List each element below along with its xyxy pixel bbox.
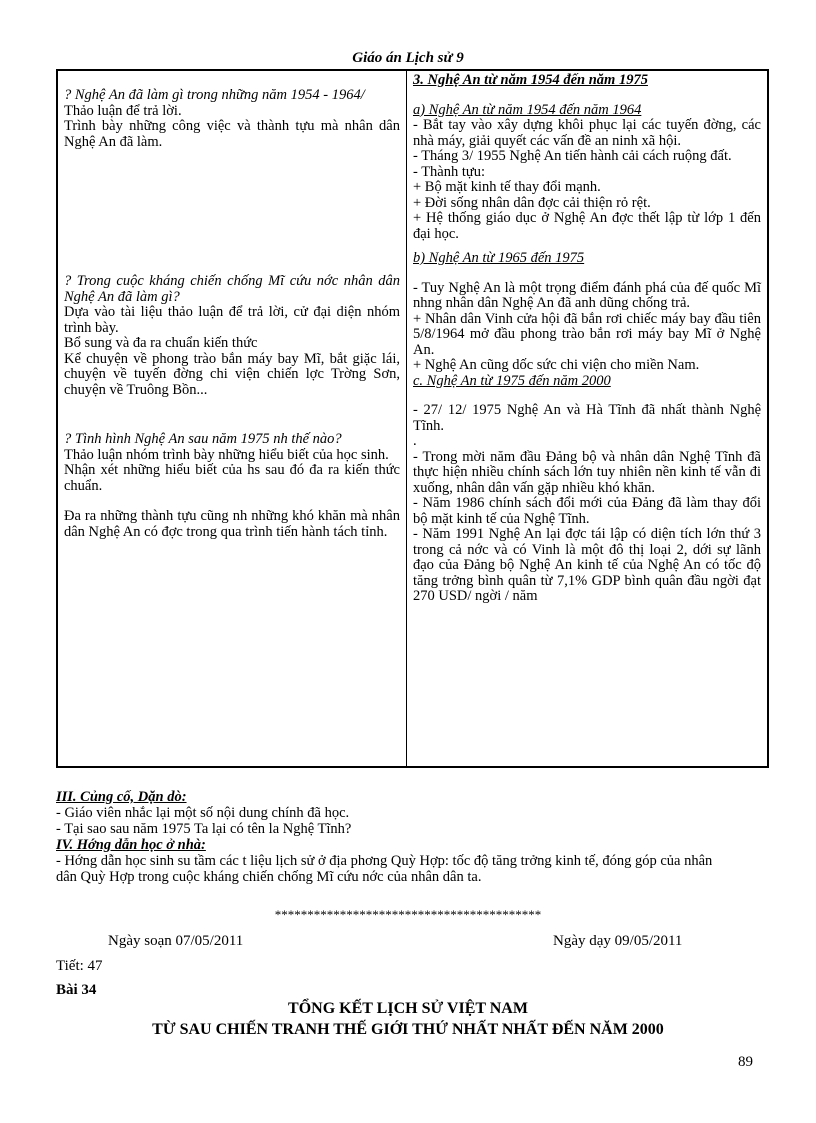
separator: *****************************************	[274, 907, 542, 922]
left-text: Dựa vào tài liệu thảo luận để trả lời, cử đại diện nhóm trình bày.	[64, 304, 400, 336]
right-text: .	[413, 433, 417, 449]
review-heading: III. Củng cố, Dặn dò:	[56, 789, 187, 805]
teacher-activities-column	[58, 71, 407, 766]
homework-heading: IV. Hớng dẫn học ở nhà:	[56, 837, 206, 853]
right-text: - 27/ 12/ 1975 Nghệ An và Hà Tĩnh đã nhất thành Nghệ Tĩnh.	[413, 402, 761, 434]
right-text: - Thành tựu:	[413, 163, 486, 180]
page-number: 89	[738, 1054, 753, 1070]
review-line: - Giáo viên nhắc lại một số nội dung chính đã học.	[56, 805, 350, 821]
right-text: - Năm 1986 chính sách đổi mới của Đảng đã làm thay đổi bộ mặt kinh tế của Nghệ Tĩnh.	[413, 495, 761, 527]
question-1: ? Nghệ An đã làm gì trong những năm 1954 - 1964/	[64, 87, 365, 103]
lesson-title-line-2: TỪ SAU CHIẾN TRANH THẾ GIỚI THỨ NHẤT NHẤT ĐẾN NĂM 2000	[152, 1021, 664, 1038]
period-number: Tiết: 47	[56, 958, 103, 974]
review-line: - Tại sao sau năm 1975 Ta lại có tên la Nghệ Tĩnh?	[56, 821, 352, 837]
lesson-title-line-1: TỔNG KẾT LỊCH SỬ VIỆT NAM	[288, 1000, 528, 1017]
right-text: + Bộ mặt kinh tế thay đổi mạnh.	[413, 179, 601, 195]
date-prepared: Ngày soạn 07/05/2011	[108, 933, 244, 949]
left-text: Thảo luận để trả lời.	[64, 102, 182, 119]
section-heading: 3. Nghệ An từ năm 1954 đến năm 1975	[413, 72, 648, 88]
subsection-heading: c. Nghệ An từ 1975 đến năm 2000	[413, 372, 611, 389]
question-3: ? Tình hình Nghệ An sau năm 1975 nh thế nào?	[64, 431, 342, 447]
lesson-table	[56, 69, 769, 768]
subsection-heading: b) Nghệ An từ 1965 đến 1975	[413, 250, 585, 266]
left-text: Nhận xét những hiểu biết của hs sau đó đa ra kiến thức chuẩn.	[64, 462, 400, 494]
right-text: + Nghệ An cũng dốc sức chi viện cho miền Nam.	[413, 357, 700, 373]
right-text: + Nhân dân Vinh cửa hội đã bắn rơi chiếc máy bay đầu tiên 5/8/1964 mở đầu phong trào bắn rơi máy bay Mĩ ở Nghệ An.	[413, 310, 761, 358]
subsection-heading: a) Nghệ An từ năm 1954 đến năm 1964	[413, 101, 642, 118]
right-text: - Trong mời năm đầu Đảng bộ và nhân dân Nghệ Tĩnh đã thực hiện nhiều chính sách lớn tuy nhiên nền kinh tế vẫn đi xuống, nhân dân vấn gặp nhiều khó khăn.	[413, 448, 761, 496]
left-text: Kể chuyện về phong trào bắn máy bay Mĩ, bắt giặc lái, chuyện về tuyến đờng chi viện chiến lợc Trờng Sơn, chuyện về Truông Bồn...	[64, 350, 400, 398]
right-text: - Năm 1991 Nghệ An lại đợc tái lập có diện tích lớn thứ 3 trong cả nớc và có Vinh là một đô thị loại 2, dới sự lãnh đạo của Đảng bộ Nghệ An kinh tế của Nghệ An có tốc độ tăng trởng bình quân từ 7,1% GDP bình quân đầu ngời đạt 270 USD/ ngời / năm	[413, 526, 761, 604]
lesson-number: Bài 34	[56, 982, 97, 998]
right-text: + Hệ thống giáo dục ở Nghệ An đợc thết lập từ lớp 1 đến đại học.	[413, 210, 761, 242]
left-text: Trình bày những công việc và thành tựu mà nhân dân Nghệ An đã làm.	[64, 118, 400, 150]
right-text: - Bắt tay vào xây dựng khôi phục lại các tuyến đờng, các nhà máy, giải quyết các vấn đề an ninh xã hội.	[413, 117, 761, 149]
homework-line: - Hớng dẫn học sinh su tầm các t liệu lịch sử ở địa phơng Quỳ Hợp: tốc độ tăng trởng kinh tế, đóng góp của nhân dân Quỳ Hợp trong cuộc kháng chiến chống Mĩ cứu nớc của nhân dân ta.	[56, 853, 713, 885]
left-text: Đa ra những thành tựu cũng nh những khó khăn mà nhân dân Nghệ An có đợc trong qua trình tiến hành tách tỉnh.	[64, 508, 400, 540]
right-text: - Tháng 3/ 1955 Nghệ An tiến hành cải cách ruộng đất.	[413, 148, 732, 164]
content-column	[407, 71, 767, 766]
left-text: Thảo luận nhóm trình bày những hiểu biết của học sinh.	[64, 446, 389, 463]
question-2: ? Trong cuộc kháng chiến chống Mĩ cứu nớc nhân dân Nghệ An đã làm gì?	[64, 273, 400, 305]
left-text: Bổ sung và đa ra chuẩn kiến thức	[64, 335, 258, 351]
date-taught: Ngày dạy 09/05/2011	[553, 933, 683, 949]
review-section	[56, 789, 756, 885]
right-text: - Tuy Nghệ An là một trọng điểm đánh phá của đế quốc Mĩ nhng nhân dân Nghệ An đã anh dũng chống trả.	[413, 279, 761, 311]
right-text: + Đời sống nhân dân đợc cải thiện rỏ rệt.	[413, 194, 651, 211]
page-header: Giáo án Lịch sử 9	[352, 50, 464, 66]
